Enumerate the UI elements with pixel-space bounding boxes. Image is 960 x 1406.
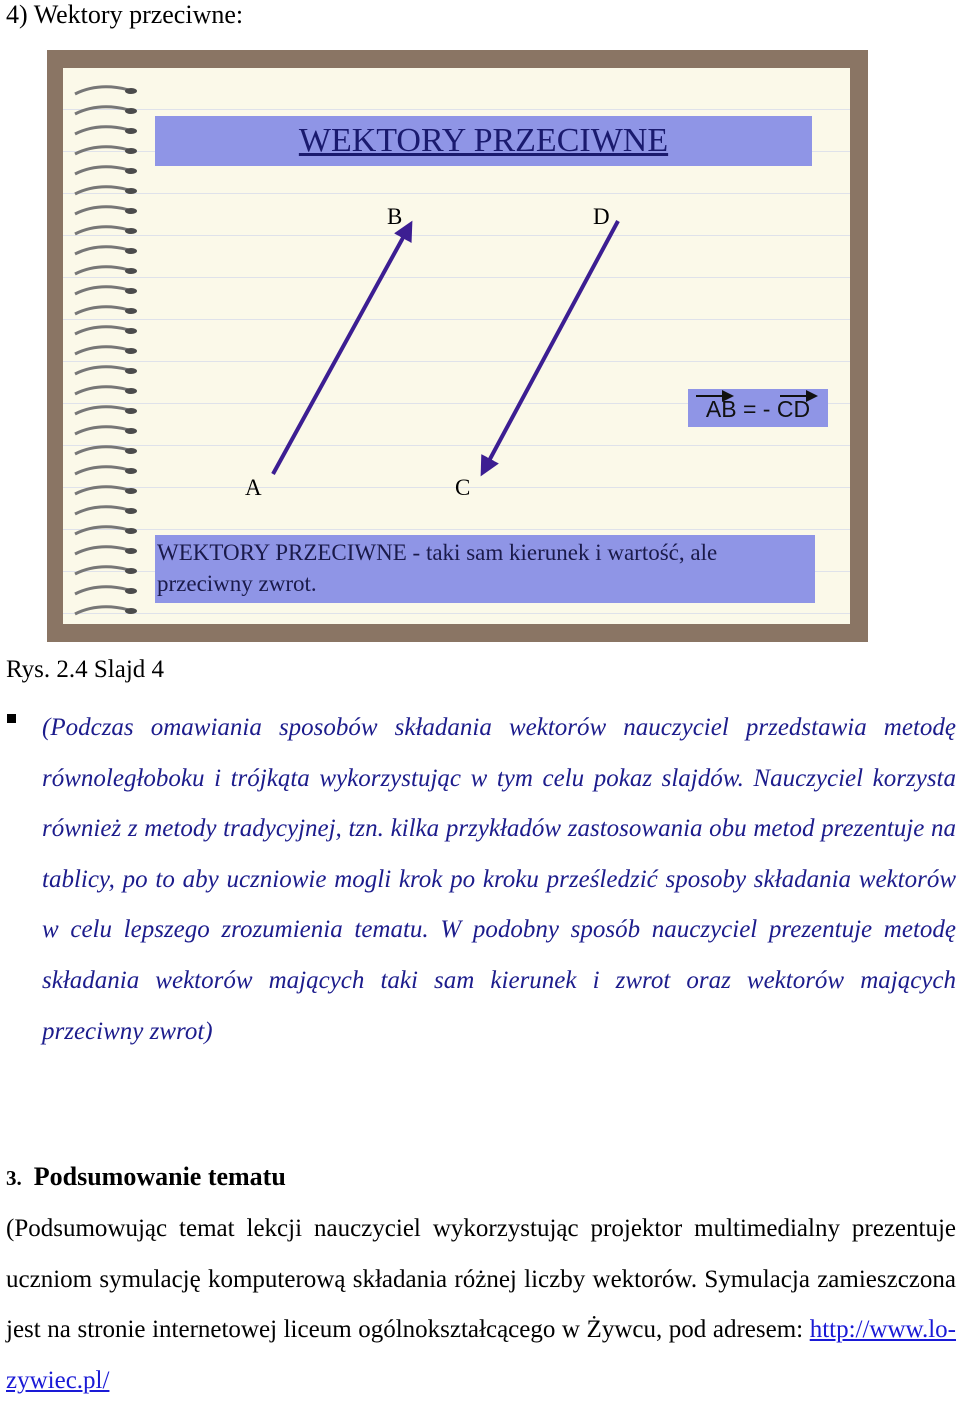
section-number: 3. [6, 1166, 22, 1190]
point-d-label: D [593, 204, 610, 229]
vector-cd-arrow [483, 221, 618, 472]
equation-cd: CD [776, 396, 811, 422]
definition-box [155, 535, 815, 603]
equation-ab: AB [705, 396, 737, 422]
figure-caption: Rys. 2.4 Slajd 4 [6, 656, 165, 683]
vector-ab-arrow [273, 225, 410, 474]
slide [63, 68, 850, 624]
definition-term: WEKTORY PRZECIWNE - [157, 540, 426, 565]
slide-frame [47, 50, 868, 642]
point-a-label: A [245, 475, 262, 500]
point-b-label: B [387, 204, 403, 229]
equation-operator: = - [736, 396, 777, 422]
section-heading: 4) Wektory przeciwne: [6, 0, 244, 29]
bullet-icon [7, 714, 16, 723]
slide-title: WEKTORY PRZECIWNE [155, 116, 812, 166]
website-link[interactable]: http://www.lo-zywiec.pl/ [6, 1316, 956, 1394]
section-title-text: Podsumowanie tematu [33, 1162, 286, 1191]
bullet-paragraph: (Podczas omawiania sposobów składania wektorów nauczyciel przedstawia metodę równoległoboku i trójkąta wykorzystując w tym celu pokaz slajdów. Nauczyciel korzysta również z metody tradycyjnej, tzn. kilka przykładów zastosowania obu metod prezentuje na tablicy, po to aby uczniowie mogli krok po kroku prześledzić sposoby składania wektorów w celu lepszego zrozumienia tematu. W podobny sposób nauczyciel prezentuje metodę składania wektorów mających taki sam kierunek i zwrot oraz wektorów mających przeciwny zwrot) [42, 714, 956, 1045]
definition-text: taki sam kierunek i wartość, ale przeciwny zwrot. [157, 540, 718, 596]
point-c-label: C [455, 475, 471, 500]
summary-text: (Podsumowując temat lekcji nauczyciel wykorzystując projektor multimedialny prezentuje uczniom symulację komputerową składania różnej liczby wektorów. Symulacja zamieszczona jest na stronie internetowej liceum ogólnokształcącego w Żywcu, pod adresem: [6, 1215, 956, 1344]
vector-bar-icons [688, 389, 828, 409]
summary-paragraph [6, 1204, 956, 1406]
equation-box [688, 389, 828, 427]
section-title [6, 1160, 286, 1195]
